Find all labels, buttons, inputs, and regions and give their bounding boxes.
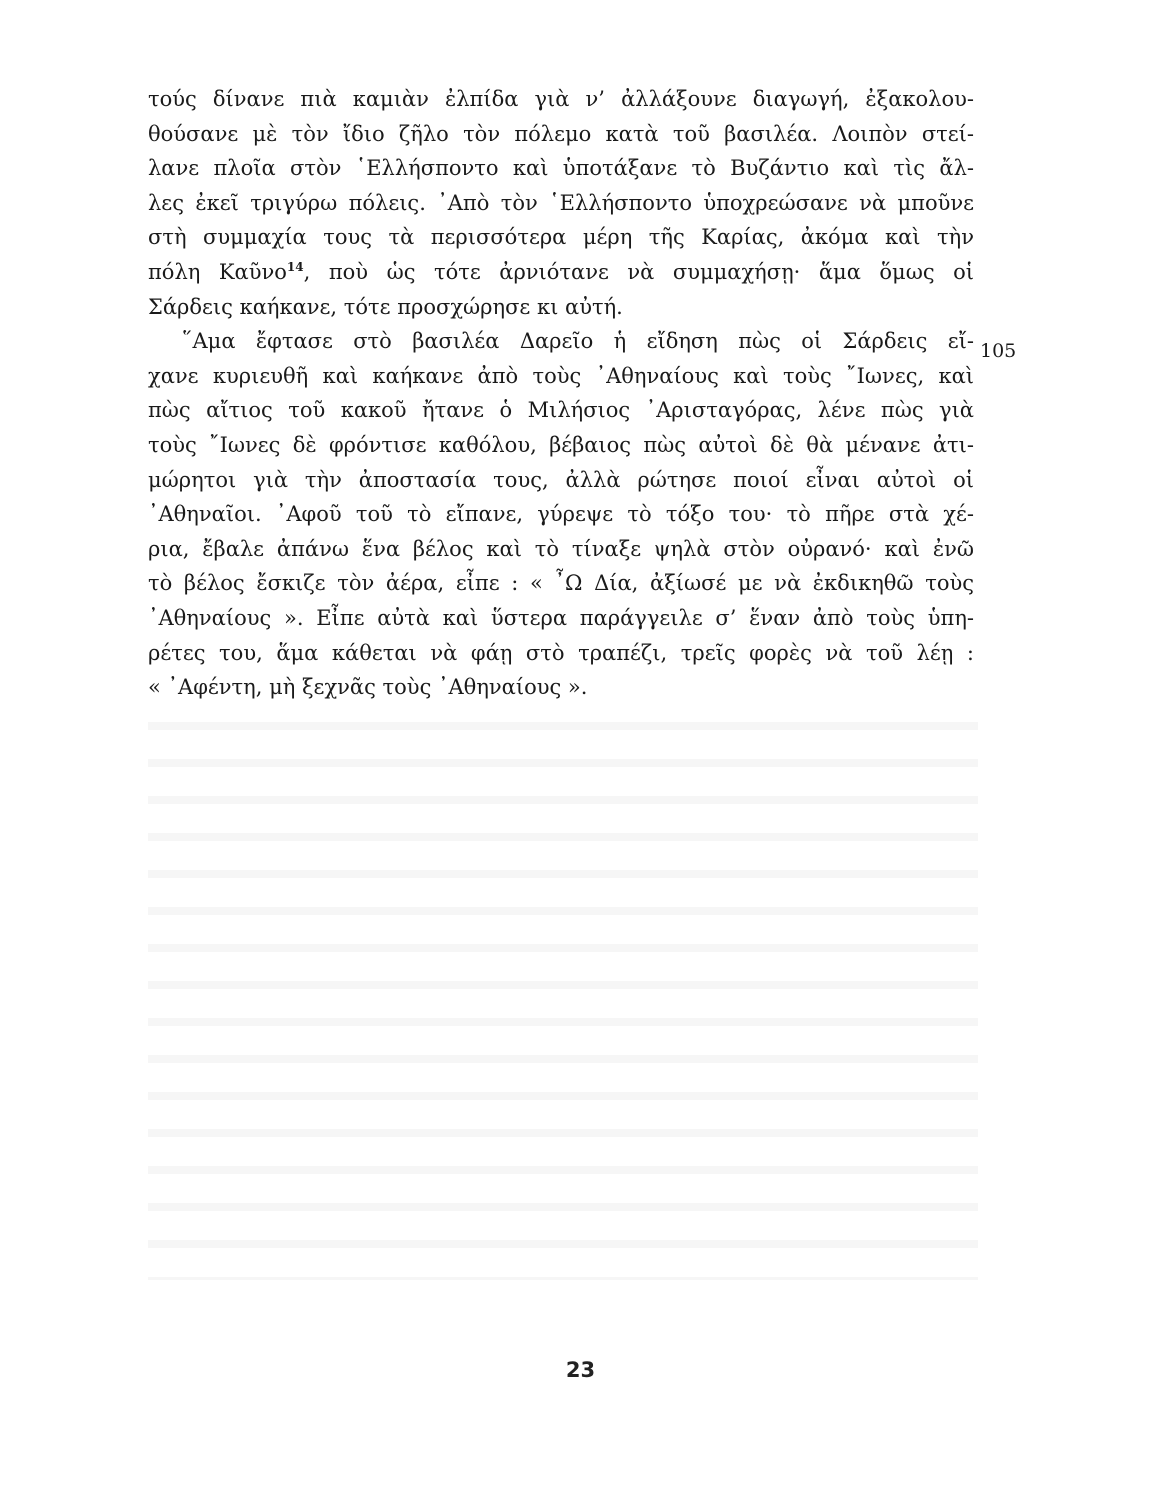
text-line: τοὺς ῎Ιωνες δὲ φρόντισε καθόλου, βέβαιος πὼς αὐτοὶ δὲ θὰ μένανε ἀτι- bbox=[148, 432, 974, 457]
text-line: μώρητοι γιὰ τὴν ἀποστασία τους, ἀλλὰ ρώτησε ποιοί εἶναι αὐτοὶ οἱ bbox=[148, 467, 974, 492]
text-line: στὴ συμμαχία τους τὰ περισσότερα μέρη τῆς Καρίας, ἀκόμα καὶ τὴν bbox=[148, 225, 974, 250]
text-line: λανε πλοῖα στὸν ῾Ελλήσποντο καὶ ὑποτάξανε τὸ Βυζάντιο καὶ τὶς ἄλ- bbox=[148, 156, 974, 181]
text-line: τὸ βέλος ἔσκιζε τὸν ἀέρα, εἶπε : « ῏Ω Δία, ἀξίωσέ με νὰ ἐκδικηθῶ τοὺς bbox=[148, 571, 974, 596]
text-line: Σάρδεις καήκανε, τότε προσχώρησε κι αὐτή. bbox=[148, 294, 623, 319]
text-line: τούς δίνανε πιὰ καμιὰν ἐλπίδα γιὰ ν’ ἀλλάξουνε διαγωγή, ἐξακολου- bbox=[148, 87, 974, 111]
text-line: πὼς αἴτιος τοῦ κακοῦ ἤτανε ὁ Μιλήσιος ᾿Αρισταγόρας, λένε πὼς γιὰ bbox=[148, 398, 974, 423]
text-line: ᾿Αθηναίους ». Εἶπε αὐτὰ καὶ ὕστερα παράγγειλε σ’ ἕναν ἀπὸ τοὺς ὑπη- bbox=[148, 605, 974, 630]
text-line: θούσανε μὲ τὸν ἴδιο ζῆλο τὸν πόλεμο κατὰ τοῦ βασιλέα. Λοιπὸν στεί- bbox=[148, 121, 974, 146]
text-segment: πόλη Καῦνο bbox=[148, 259, 287, 284]
text-line: ῞Αμα ἔφτασε στὸ βασιλέα Δαρεῖο ἡ εἴδηση πὼς οἱ Σάρδεις εἴ- bbox=[182, 329, 974, 354]
text-line bbox=[148, 255, 974, 290]
bleed-through-texture bbox=[148, 700, 978, 1280]
text-line: ρέτες του, ἅμα κάθεται νὰ φάῃ στὸ τραπέζι, τρεῖς φορὲς νὰ τοῦ λέῃ : bbox=[148, 640, 974, 665]
text-line: ᾿Αθηναῖοι. ᾿Αφοῦ τοῦ τὸ εἴπανε, γύρεψε τὸ τόξο του· τὸ πῆρε στὰ χέ- bbox=[148, 502, 974, 527]
text-line: ρια, ἔβαλε ἀπάνω ἕνα βέλος καὶ τὸ τίναξε ψηλὰ στὸν οὐρανό· καὶ ἐνῶ bbox=[148, 536, 974, 561]
margin-section-number: 105 bbox=[980, 340, 1017, 362]
text-segment: , ποὺ ὡς τότε ἀρνιότανε νὰ συμμαχήσῃ· ἅμα ὅμως οἱ bbox=[303, 259, 974, 284]
page-number: 23 bbox=[565, 1358, 596, 1382]
body-text bbox=[148, 82, 974, 705]
text-line: « ᾿Αφέντη, μὴ ξεχνᾶς τοὺς ᾿Αθηναίους ». bbox=[148, 675, 588, 700]
text-line: χανε κυριευθῆ καὶ καήκανε ἀπὸ τοὺς ᾿Αθηναίους καὶ τοὺς ῎Ιωνες, καὶ bbox=[148, 363, 974, 388]
text-line: λες ἐκεῖ τριγύρω πόλεις. ᾿Απὸ τὸν ῾Ελλήσποντο ὑποχρεώσανε νὰ μποῦνε bbox=[148, 190, 974, 215]
footnote-marker: 14 bbox=[286, 259, 304, 274]
